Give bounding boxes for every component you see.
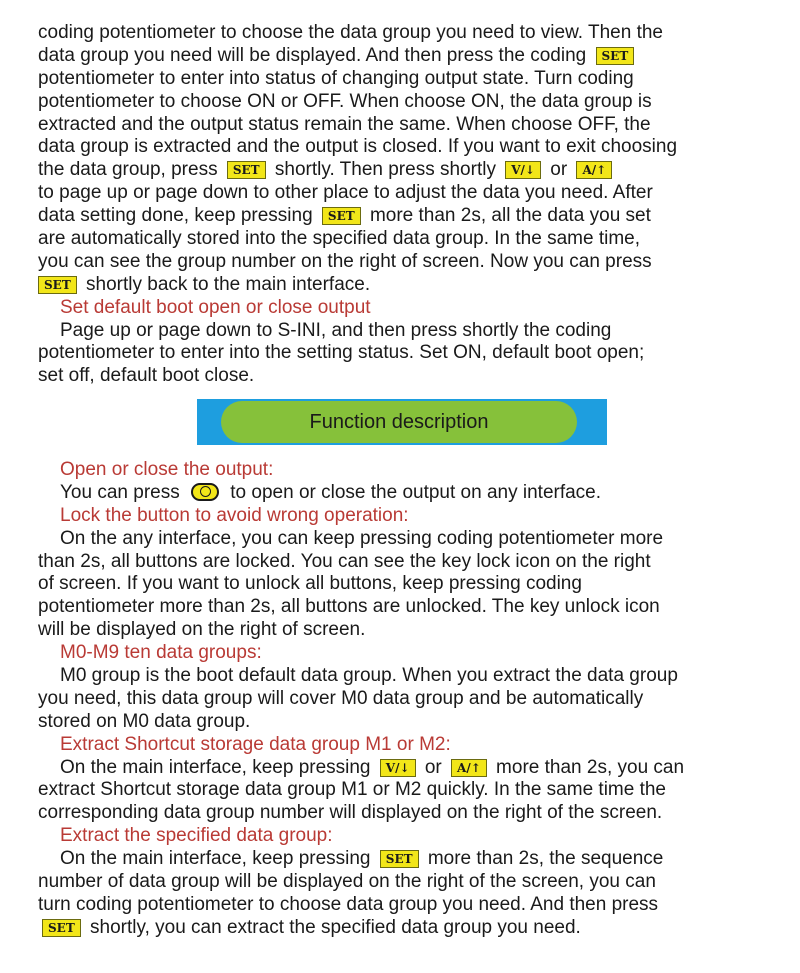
text-span: shortly back to the main interface. [86,273,371,295]
set-button-icon: SET [380,850,419,868]
set-button-icon: SET [596,47,635,65]
text-line: corresponding data group number will displayed on the right of the screen. [38,802,663,824]
text-span: or [424,756,442,778]
text-span: shortly. Then press shortly [274,159,496,181]
groups-heading: M0-M9 ten data groups: [60,642,262,664]
function-description-banner [197,399,607,445]
text-span: more than 2s, all the data you set [369,205,651,227]
text-line [38,159,778,182]
text-span: to open or close the output on any interface. [230,481,602,503]
top-paragraph [38,22,778,388]
text-line: will be displayed on the right of screen. [38,619,366,641]
text-line: potentiometer to choose ON or OFF. When choose ON, the data group is [38,90,652,112]
open-close-heading: Open or close the output: [60,459,274,480]
boot-heading: Set default boot open or close output [60,296,371,318]
text-line: you can see the group number on the right of screen. Now you can press [38,250,652,272]
text-line: extracted and the output status remain the same. When choose OFF, the [38,113,651,135]
text-line: coding potentiometer to choose the data group you need to view. Then the [38,22,663,43]
text-line: extract Shortcut storage data group M1 or M2 quickly. In the same time the [38,779,667,801]
text-span: data group you need will be displayed. And then press the coding [38,44,587,66]
text-line: potentiometer to enter into the setting status. Set ON, default boot open; [38,342,645,364]
text-span: On the main interface, keep pressing [60,848,371,870]
text-span: shortly, you can extract the specified data group you need. [90,916,581,938]
text-span: more than 2s, you can [496,756,685,778]
text-span: more than 2s, the sequence [427,848,664,870]
text-line: number of data group will be displayed on the right of the screen, you can [38,871,656,893]
lock-heading: Lock the button to avoid wrong operation: [60,504,409,526]
text-line: M0 group is the boot default data group. When you extract the data group [60,665,678,687]
text-line [38,274,778,297]
text-line: stored on M0 data group. [38,710,251,732]
banner-title: Function description [221,401,577,443]
text-line [38,205,778,228]
up-button-icon: A/↑ [451,759,487,777]
down-button-icon: V/↓ [505,161,541,179]
text-line: set off, default boot close. [38,365,255,387]
text-line: potentiometer more than 2s, all buttons are unlocked. The key unlock icon [38,596,660,618]
text-line: potentiometer to enter into status of changing output state. Turn coding [38,67,634,89]
text-line [38,757,778,780]
text-span: the data group, press [38,159,218,181]
text-span: or [550,159,568,181]
power-button-icon [191,483,219,501]
set-button-icon: SET [227,161,266,179]
text-line: of screen. If you want to unlock all buttons, keep pressing coding [38,573,582,595]
set-button-icon: SET [42,919,81,937]
text-line: data group is extracted and the output is closed. If you want to exit choosing [38,136,678,158]
function-list [38,459,778,940]
text-line [38,848,778,871]
down-button-icon: V/↓ [380,759,416,777]
set-button-icon: SET [38,276,77,294]
text-line [38,482,778,505]
text-line: are automatically stored into the specified data group. In the same time, [38,228,640,250]
specified-heading: Extract the specified data group: [60,825,333,847]
shortcut-heading: Extract Shortcut storage data group M1 or M2: [60,733,451,755]
text-line: you need, this data group will cover M0 data group and be automatically [38,687,644,709]
text-line: turn coding potentiometer to choose data group you need. And then press [38,893,659,915]
up-button-icon: A/↑ [576,161,612,179]
text-line [38,45,778,68]
text-line: Page up or page down to S-INI, and then press shortly the coding [60,319,612,341]
text-line: to page up or page down to other place to adjust the data you need. After [38,182,653,204]
text-span: data setting done, keep pressing [38,205,313,227]
text-line [38,917,778,940]
text-line: than 2s, all buttons are locked. You can see the key lock icon on the right [38,550,651,572]
text-line: On the any interface, you can keep pressing coding potentiometer more [60,527,664,549]
set-button-icon: SET [322,207,361,225]
text-span: You can press [60,481,180,503]
text-span: On the main interface, keep pressing [60,756,371,778]
